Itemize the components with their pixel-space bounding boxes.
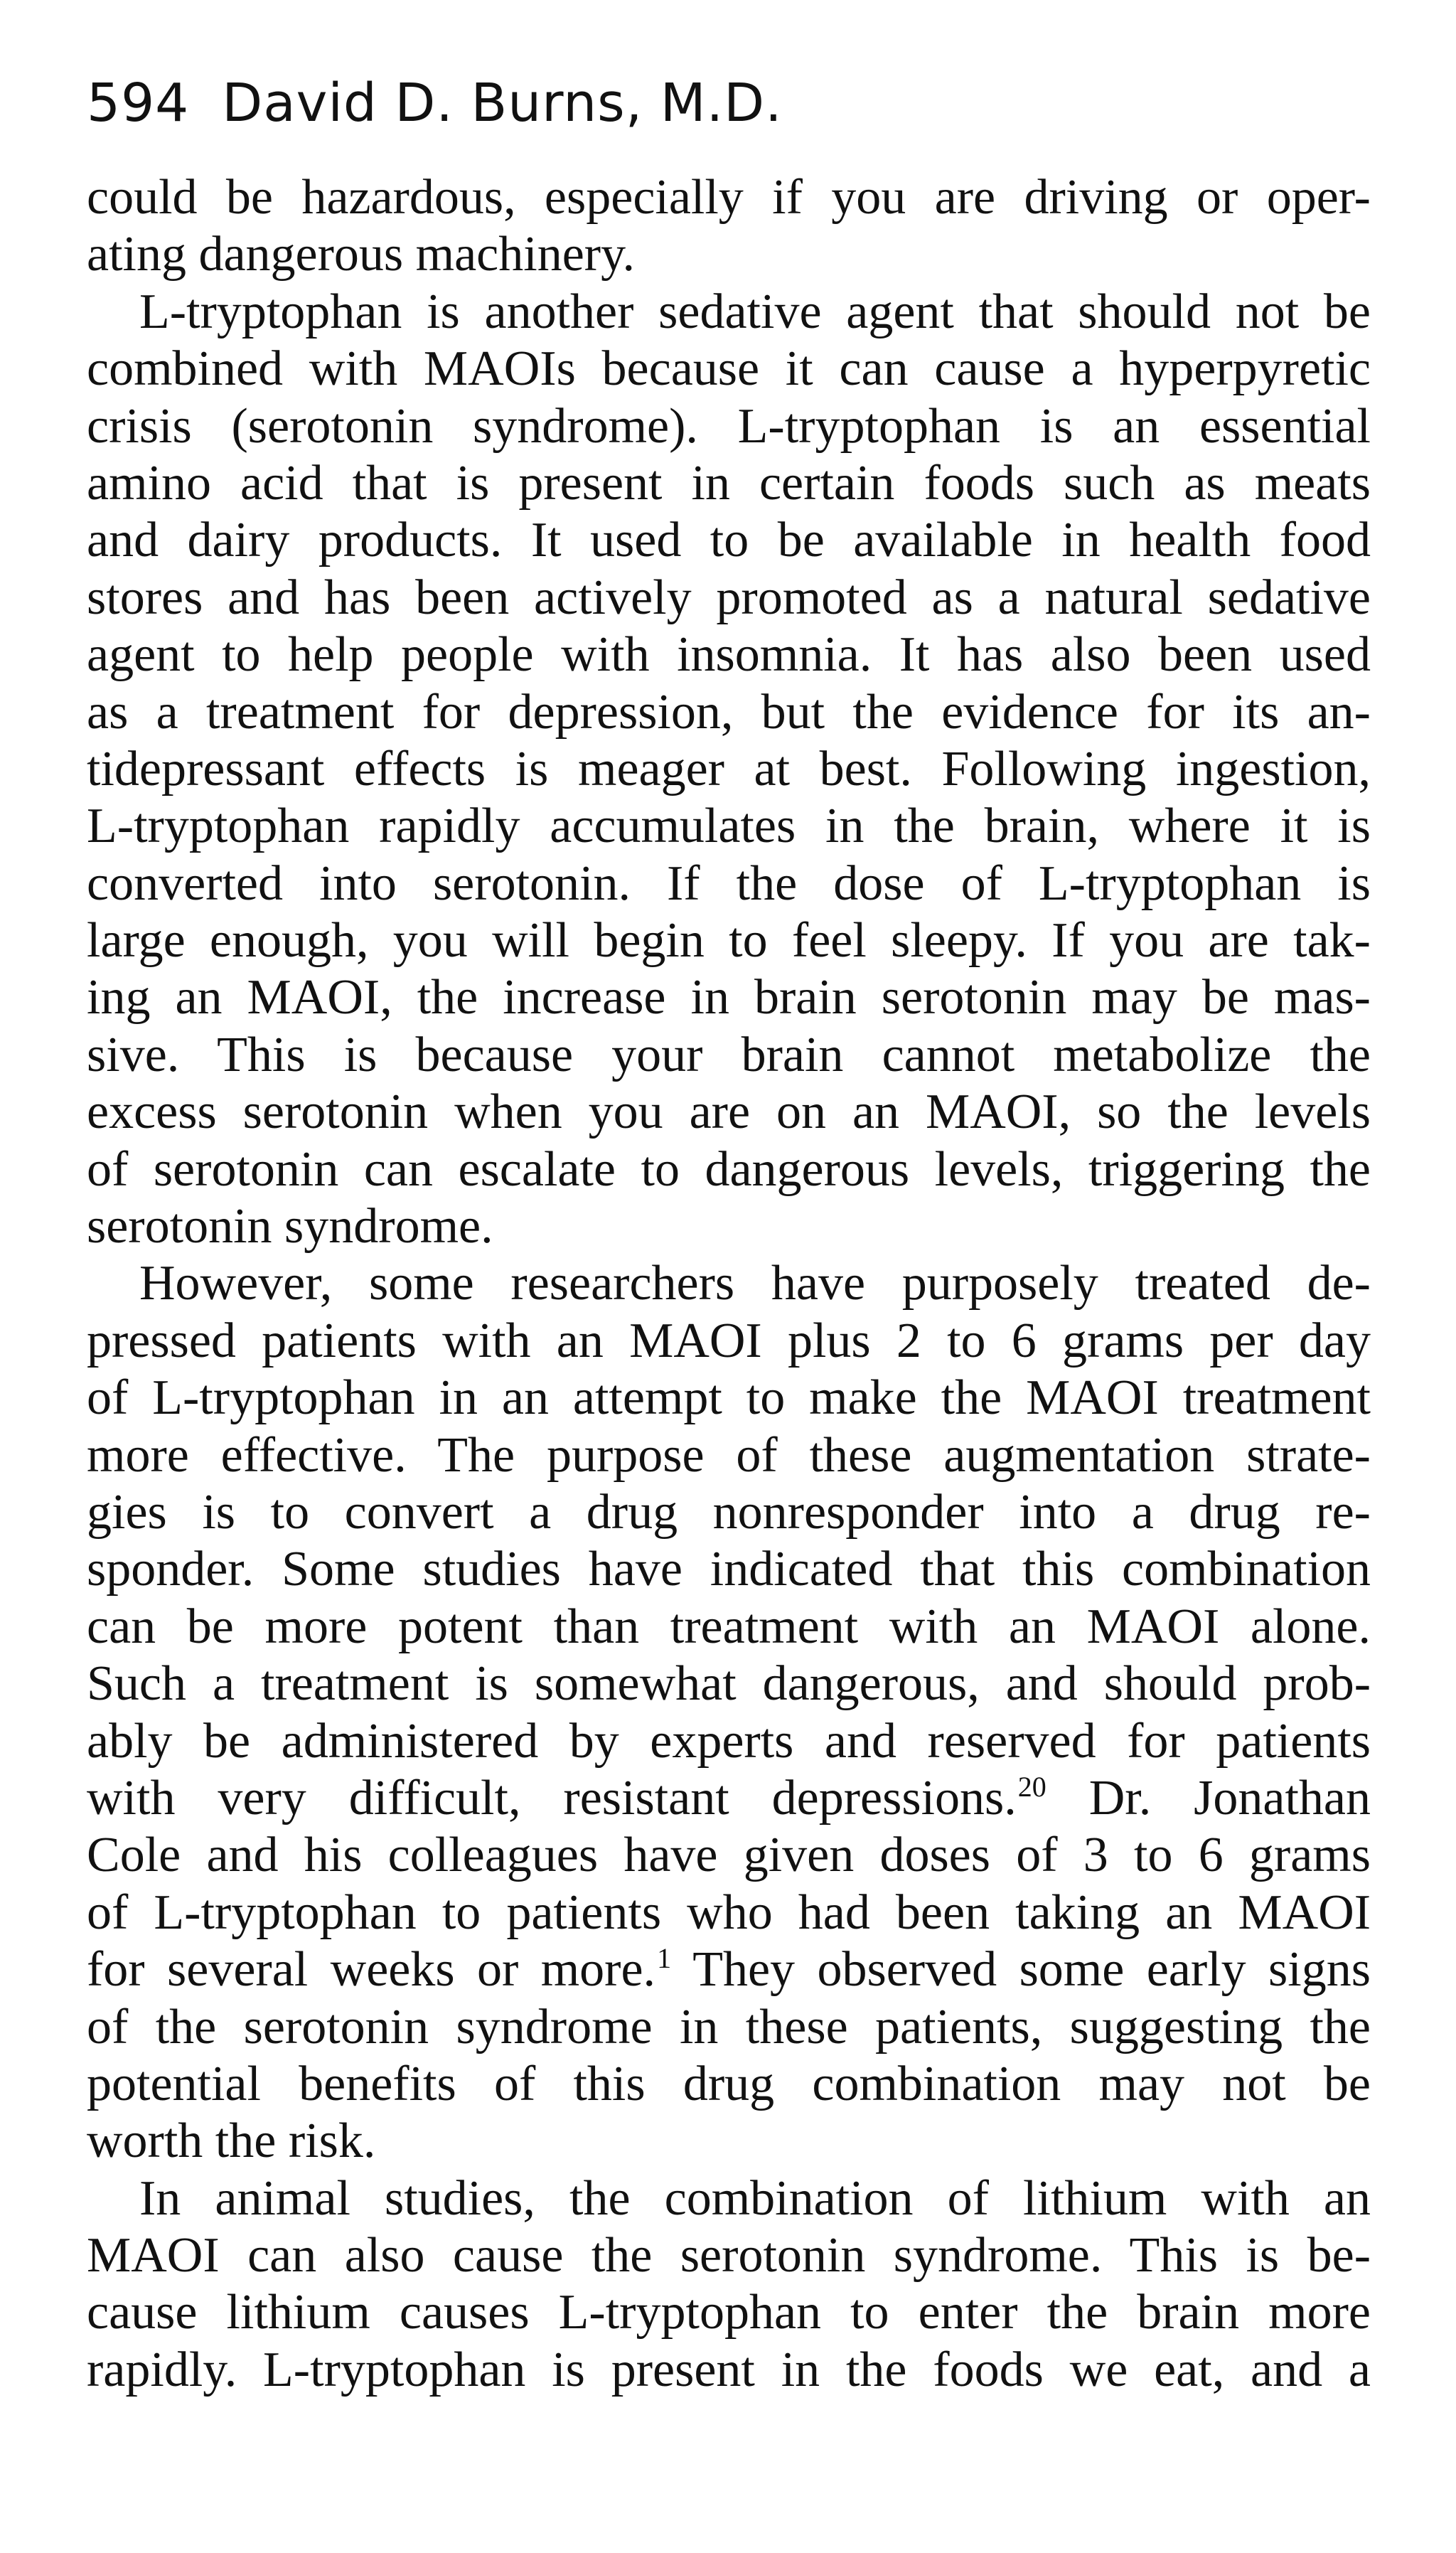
running-head (87, 71, 783, 135)
text-line: of L-tryptophan to patients who had been taking an MAOI (87, 1885, 1371, 1940)
body-text (87, 169, 1371, 2399)
text-line: more effective. The purpose of these augmentation strate- (87, 1427, 1371, 1483)
text-line-with-footnote (87, 1941, 1371, 1998)
footnote-reference: 1 (657, 1942, 672, 1975)
running-title: David D. Burns, M.D. (222, 73, 783, 134)
text-line: stores and has been actively promoted as a natural sedative (87, 570, 1371, 625)
text-line: and dairy products. It used to be available in health food (87, 513, 1371, 568)
text-line: worth the risk. (87, 2114, 376, 2169)
text-line: large enough, you will begin to feel sleepy. If you are tak- (87, 913, 1371, 969)
text-line: excess serotonin when you are on an MAOI, so the levels (87, 1084, 1371, 1140)
text-line: rapidly. L-tryptophan is present in the foods we eat, and a (87, 2342, 1371, 2397)
text-line: could be hazardous, especially if you are driving or oper- (87, 170, 1371, 225)
text-line: L-tryptophan rapidly accumulates in the brain, where it is (87, 799, 1371, 854)
text-line: serotonin syndrome. (87, 1199, 493, 1254)
text-line: of serotonin can escalate to dangerous levels, triggering the (87, 1141, 1371, 1197)
text-line: Such a treatment is somewhat dangerous, and should prob- (87, 1656, 1371, 1712)
text-line: as a treatment for depression, but the evidence for its an- (87, 684, 1371, 740)
text-line: sponder. Some studies have indicated that this combination (87, 1542, 1371, 1597)
text-line: combined with MAOIs because it can cause a hyperpyretic (87, 341, 1371, 397)
text-line: Cole and his colleagues have given doses of 3 to 6 grams (87, 1828, 1371, 1883)
text-line: cause lithium causes L-tryptophan to enter the brain more (87, 2285, 1371, 2340)
text-line: ably be administered by experts and reserved for patients (87, 1713, 1371, 1769)
page-number: 594 (87, 73, 190, 134)
text-line: converted into serotonin. If the dose of L-tryptophan is (87, 856, 1371, 911)
text-line: MAOI can also cause the serotonin syndrome. This is be- (87, 2228, 1371, 2283)
text-segment: Dr. Jonathan (1088, 1770, 1371, 1826)
text-line: amino acid that is present in certain foods such as meats (87, 455, 1371, 511)
text-line: gies is to convert a drug nonresponder into a drug re- (87, 1484, 1371, 1540)
text-line: pressed patients with an MAOI plus 2 to 6 grams per day (87, 1313, 1371, 1368)
text-line: agent to help people with insomnia. It has also been used (87, 627, 1371, 683)
text-line: crisis (serotonin syndrome). L-tryptophan is an essential (87, 398, 1371, 454)
text-line-with-footnote (87, 1770, 1371, 1827)
text-line: can be more potent than treatment with an MAOI alone. (87, 1599, 1371, 1654)
text-line: L-tryptophan is another sedative agent that should not be (139, 284, 1371, 339)
text-line: of L-tryptophan in an attempt to make the MAOI treatment (87, 1370, 1371, 1426)
text-line: of the serotonin syndrome in these patients, suggesting the (87, 1999, 1371, 2054)
text-segment: They observed some early signs (692, 1942, 1371, 1998)
text-line: However, some researchers have purposely treated de- (139, 1256, 1371, 1311)
text-line: ating dangerous machinery. (87, 227, 636, 282)
text-line: sive. This is because your brain cannot metabolize the (87, 1027, 1371, 1082)
footnote-reference: 20 (1017, 1770, 1046, 1803)
text-line: potential benefits of this drug combination may not be (87, 2056, 1371, 2111)
text-line: ing an MAOI, the increase in brain serotonin may be mas- (87, 970, 1371, 1025)
text-line: tidepressant effects is meager at best. Following ingestion, (87, 741, 1371, 796)
text-segment: for several weeks or more. (87, 1942, 656, 1998)
text-segment: with very difficult, resistant depressions. (87, 1770, 1017, 1826)
text-line: In animal studies, the combination of lithium with an (139, 2170, 1371, 2226)
